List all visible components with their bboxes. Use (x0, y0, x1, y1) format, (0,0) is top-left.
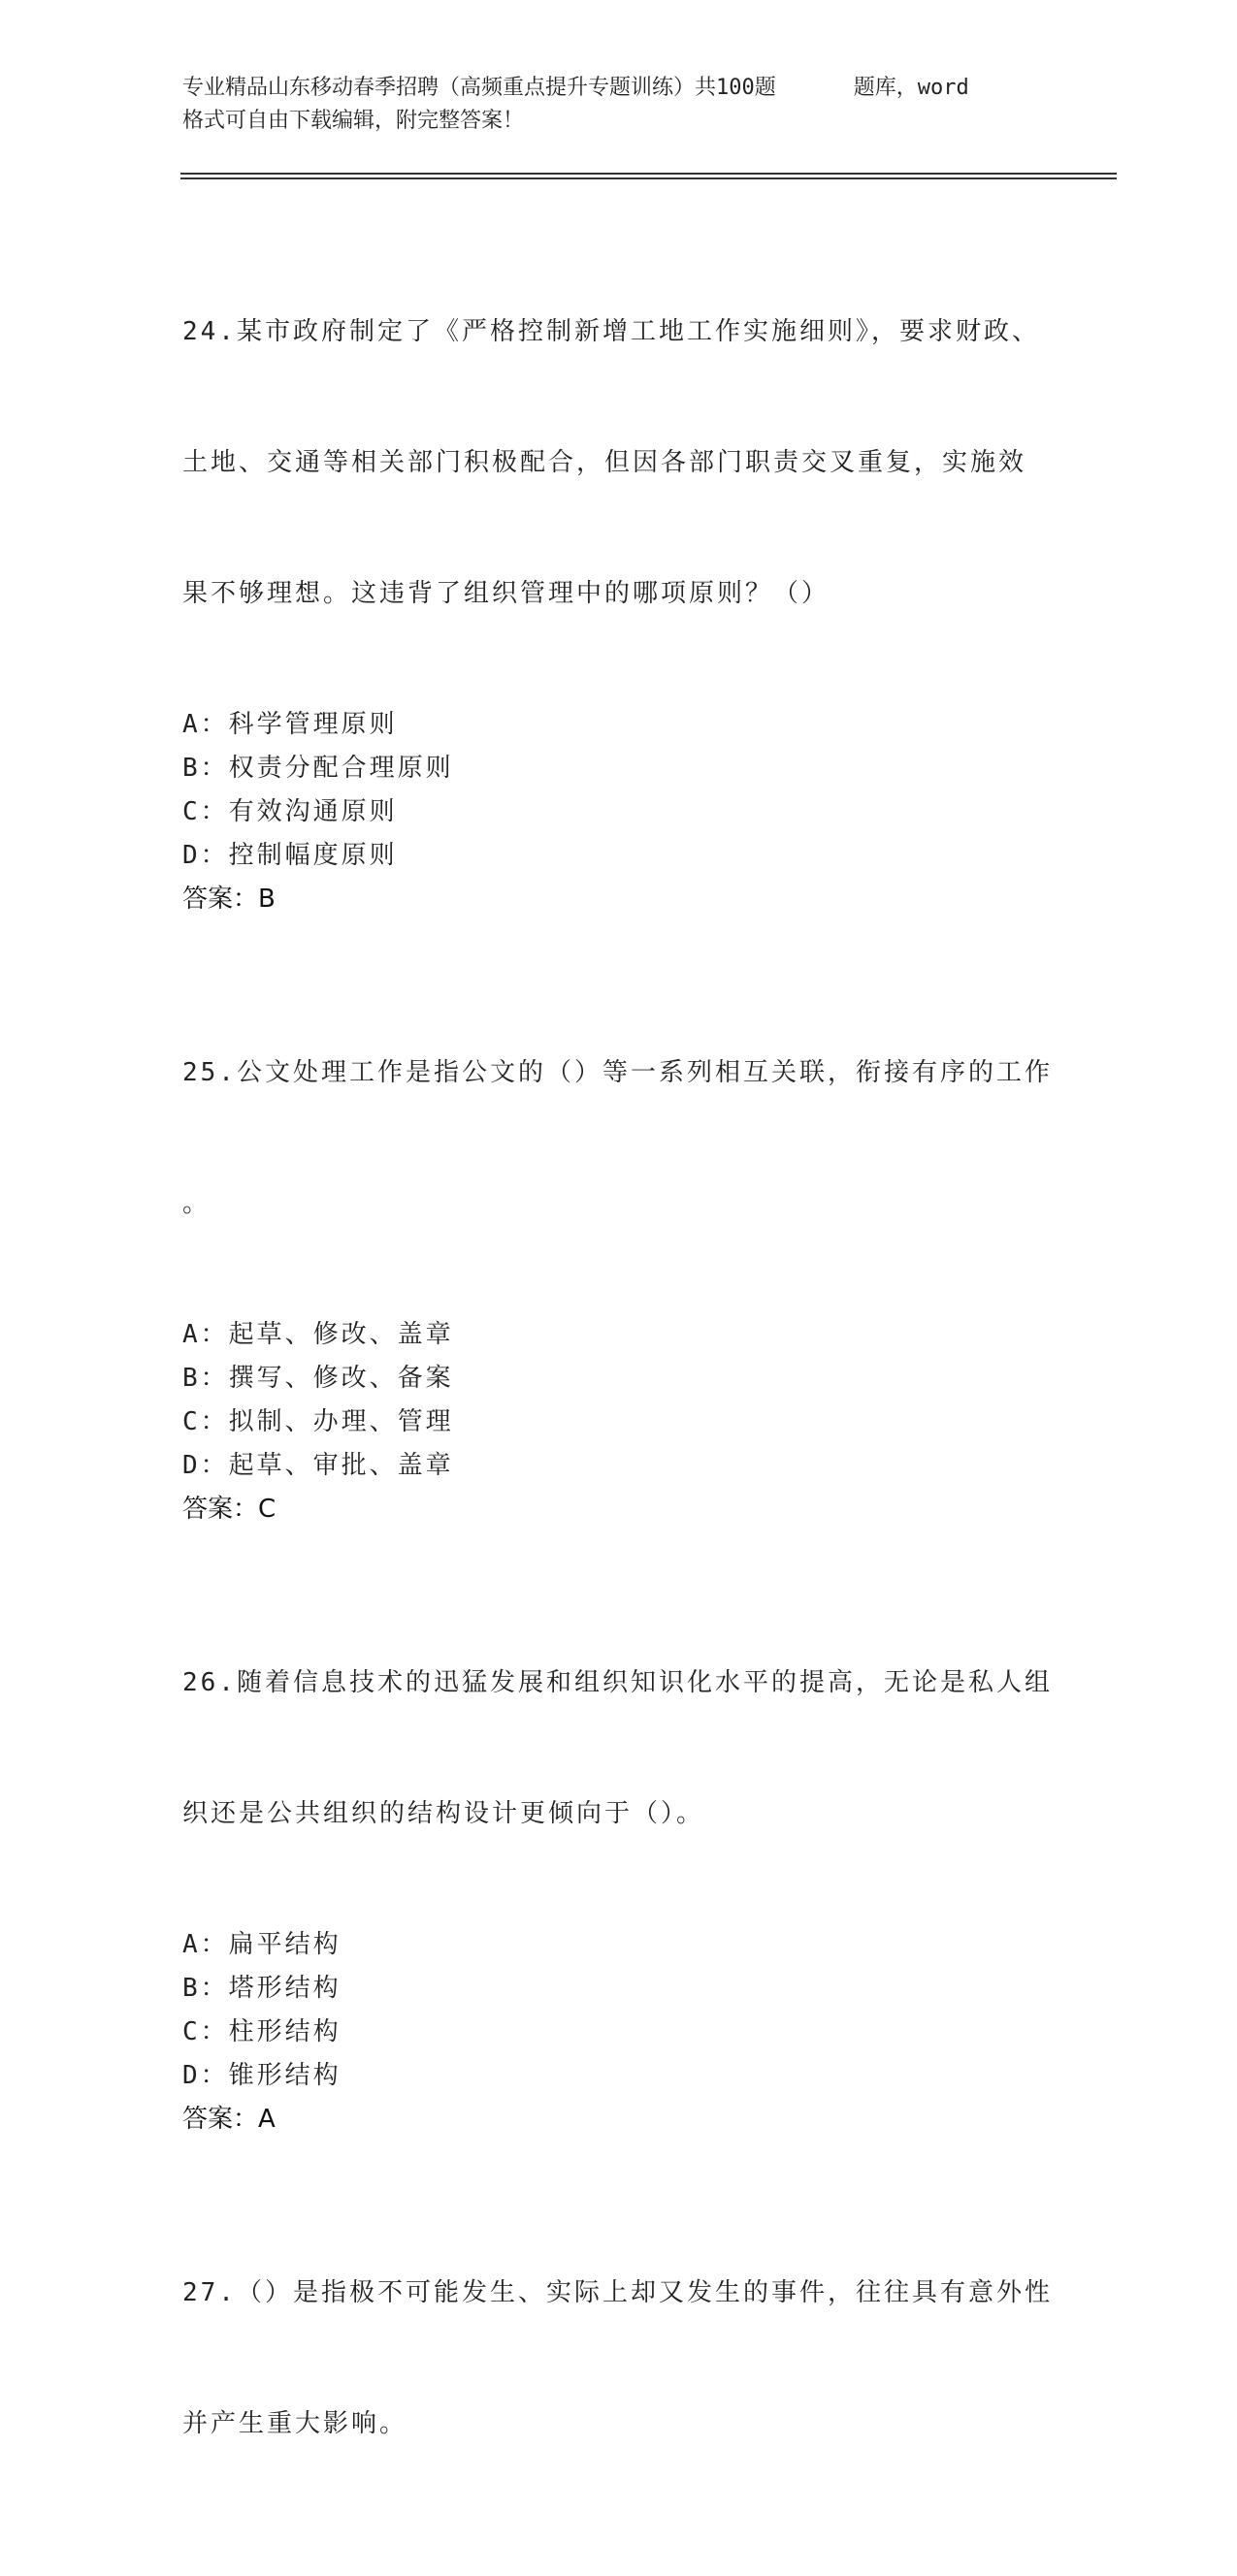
question-26 (182, 1574, 1056, 2141)
question-line: 并产生重大影响。 (182, 2409, 408, 2438)
option-d: D：起草、审批、盖章 (182, 1451, 454, 1480)
question-text (182, 964, 1056, 1313)
option-d: D：锥形结构 (182, 2061, 342, 2090)
question-text (182, 1574, 1056, 1923)
header-rule-top (180, 173, 1117, 175)
question-line: 织还是公共组织的结构设计更倾向于（）。 (182, 1799, 705, 1828)
question-24 (182, 223, 1056, 921)
answer: 答案：A (182, 2105, 276, 2134)
question-line: 26.随着信息技术的迅猛发展和组织知识化水平的提高，无论是私人组 (182, 1668, 1053, 1697)
option-a: A：扁平结构 (182, 1930, 342, 1959)
question-text (182, 2184, 1056, 2533)
option-d: D：控制幅度原则 (182, 841, 398, 870)
option-b: B：撰写、修改、备案 (182, 1364, 454, 1393)
option-a: A：起草、修改、盖章 (182, 1320, 454, 1349)
header-title-continued: 题库，word (853, 76, 969, 100)
header-rule-bottom (180, 177, 1117, 179)
header-line-2: 格式可自由下载编辑，附完整答案！ (182, 109, 525, 133)
page-header (182, 72, 1056, 138)
option-c: C：有效沟通原则 (182, 797, 398, 826)
option-c: C：拟制、办理、管理 (182, 1407, 454, 1436)
question-27 (182, 2184, 1056, 2533)
question-line: 25.公文处理工作是指公文的（）等一系列相互关联，衔接有序的工作 (182, 1058, 1053, 1087)
question-list (182, 223, 1056, 2576)
answer: 答案：C (182, 1495, 277, 1524)
header-title: 专业精品山东移动春季招聘（高频重点提升专题训练）共100题 (182, 76, 776, 100)
option-b: B：塔形结构 (182, 1974, 342, 2003)
question-line: 土地、交通等相关部门积极配合，但因各部门职责交叉重复，实施效 (182, 448, 1027, 477)
question-text (182, 223, 1056, 703)
question-line: 27.（）是指极不可能发生、实际上却又发生的事件，往往具有意外性 (182, 2278, 1053, 2307)
option-a: A：科学管理原则 (182, 710, 398, 739)
question-25 (182, 964, 1056, 1531)
header-line-1 (182, 72, 1056, 105)
question-line: 24.某市政府制定了《严格控制新增工地工作实施细则》，要求财政、 (182, 317, 1040, 346)
answer: 答案：B (182, 885, 276, 914)
question-line: 。 (182, 1189, 212, 1218)
option-c: C：柱形结构 (182, 2017, 342, 2046)
option-b: B：权责分配合理原则 (182, 754, 454, 783)
question-line: 果不够理想。这违背了组织管理中的哪项原则？（） (182, 579, 830, 608)
